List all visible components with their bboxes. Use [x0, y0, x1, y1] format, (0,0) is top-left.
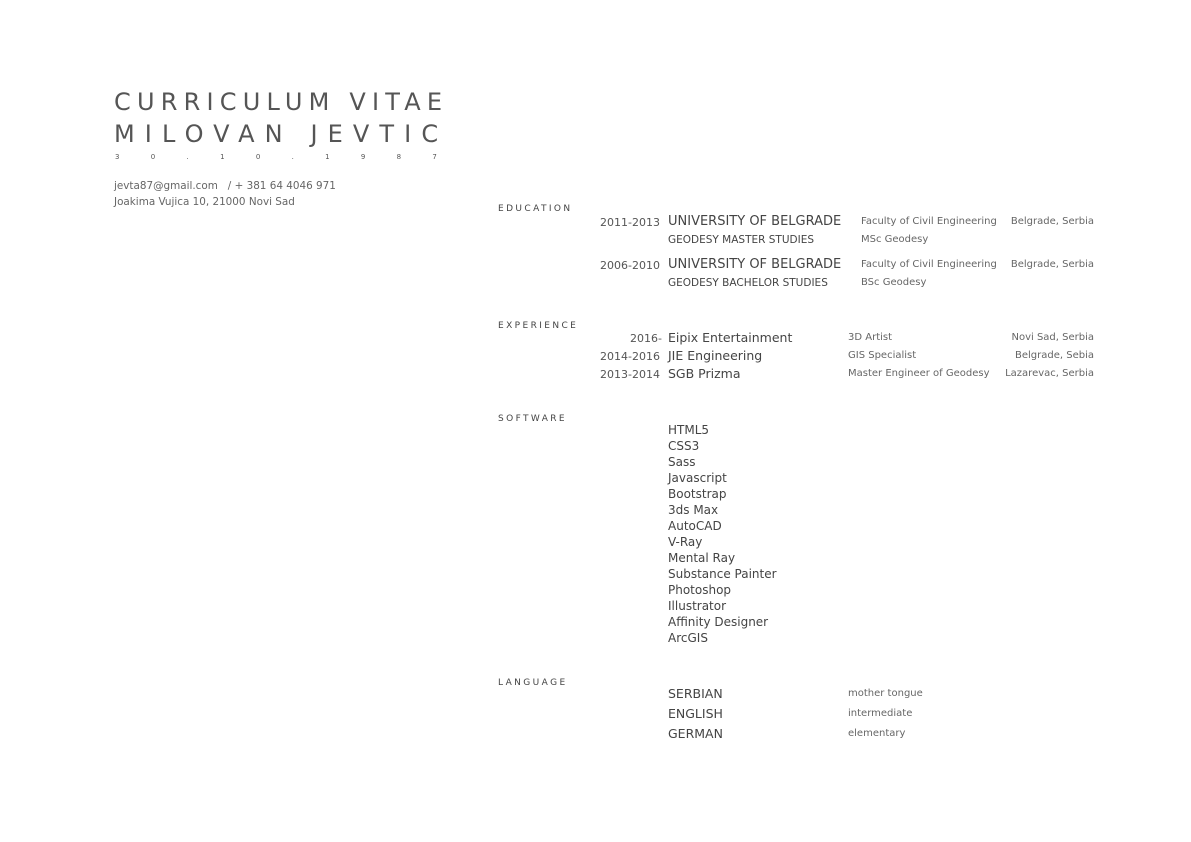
software-item: 3ds Max	[668, 503, 719, 517]
experience-years: 2014-2016	[600, 350, 660, 363]
cv-title: CURRICULUM VITAE	[114, 88, 449, 116]
language-level: mother tongue	[848, 688, 923, 699]
language-name: ENGLISH	[668, 706, 723, 721]
contact-line	[114, 180, 336, 192]
education-years: 2006-2010	[600, 259, 660, 272]
education-years: 2011-2013	[600, 216, 660, 229]
language-name: GERMAN	[668, 726, 723, 741]
software-item: Affinity Designer	[668, 615, 769, 629]
software-item: Substance Painter	[668, 567, 777, 581]
dob-char: 1	[325, 153, 330, 161]
date-of-birth	[115, 154, 437, 161]
language-level: intermediate	[848, 708, 913, 719]
section-heading-language: LANGUAGE	[498, 678, 568, 688]
education-degree: BSc Geodesy	[861, 277, 927, 288]
language-level: elementary	[848, 728, 906, 739]
software-item: Javascript	[668, 471, 727, 485]
section-heading-education: EDUCATION	[498, 204, 573, 214]
person-name: MILOVAN JEVTIC	[114, 120, 449, 148]
dob-char: .	[291, 153, 294, 161]
software-item: ArcGIS	[668, 631, 708, 645]
experience-location: Novi Sad, Serbia	[1011, 332, 1094, 343]
email-link[interactable]: jevta87@gmail.com	[114, 180, 218, 192]
education-degree: MSc Geodesy	[861, 234, 929, 245]
experience-company: SGB Prizma	[668, 366, 741, 381]
dob-char: 7	[432, 153, 437, 161]
experience-company: Eipix Entertainment	[668, 330, 793, 345]
experience-role: Master Engineer of Geodesy	[848, 368, 990, 379]
section-heading-software: SOFTWARE	[498, 414, 568, 424]
education-program: GEODESY BACHELOR STUDIES	[668, 277, 828, 289]
dob-char: 8	[396, 153, 402, 161]
experience-company: JIE Engineering	[668, 348, 763, 363]
software-item: Sass	[668, 455, 696, 469]
dob-char: 1	[220, 153, 225, 161]
software-item: CSS3	[668, 439, 700, 453]
software-list	[668, 422, 777, 646]
experience-location: Belgrade, Sebia	[1015, 350, 1094, 361]
education-institution: UNIVERSITY OF BELGRADE	[668, 257, 842, 272]
experience-role: 3D Artist	[848, 332, 893, 343]
language-name: SERBIAN	[668, 686, 723, 701]
software-item: Photoshop	[668, 583, 732, 597]
address: Joakima Vujica 10, 21000 Novi Sad	[114, 196, 295, 208]
experience-years: 2013-2014	[600, 368, 660, 381]
dob-char: 0	[150, 153, 156, 161]
education-faculty: Faculty of Civil Engineering	[861, 216, 997, 227]
software-item: AutoCAD	[668, 519, 722, 533]
education-faculty: Faculty of Civil Engineering	[861, 259, 997, 270]
software-item: HTML5	[668, 423, 710, 437]
phone-number: / + 381 64 4046 971	[227, 180, 336, 192]
dob-char: 0	[255, 153, 261, 161]
experience-role: GIS Specialist	[848, 350, 917, 361]
software-item: V-Ray	[668, 535, 703, 549]
software-item: Bootstrap	[668, 487, 727, 501]
dob-char: 9	[360, 153, 366, 161]
education-institution: UNIVERSITY OF BELGRADE	[668, 214, 842, 229]
software-item: Mental Ray	[668, 551, 736, 565]
education-program: GEODESY MASTER STUDIES	[668, 234, 815, 246]
dob-char: .	[186, 153, 189, 161]
experience-location: Lazarevac, Serbia	[1005, 368, 1094, 379]
education-location: Belgrade, Serbia	[1010, 216, 1094, 227]
education-location: Belgrade, Serbia	[1010, 259, 1094, 270]
dob-char: 3	[115, 153, 120, 161]
software-item: Illustrator	[668, 599, 727, 613]
section-heading-experience: EXPERIENCE	[498, 321, 579, 331]
experience-years: 2016-	[630, 332, 662, 345]
